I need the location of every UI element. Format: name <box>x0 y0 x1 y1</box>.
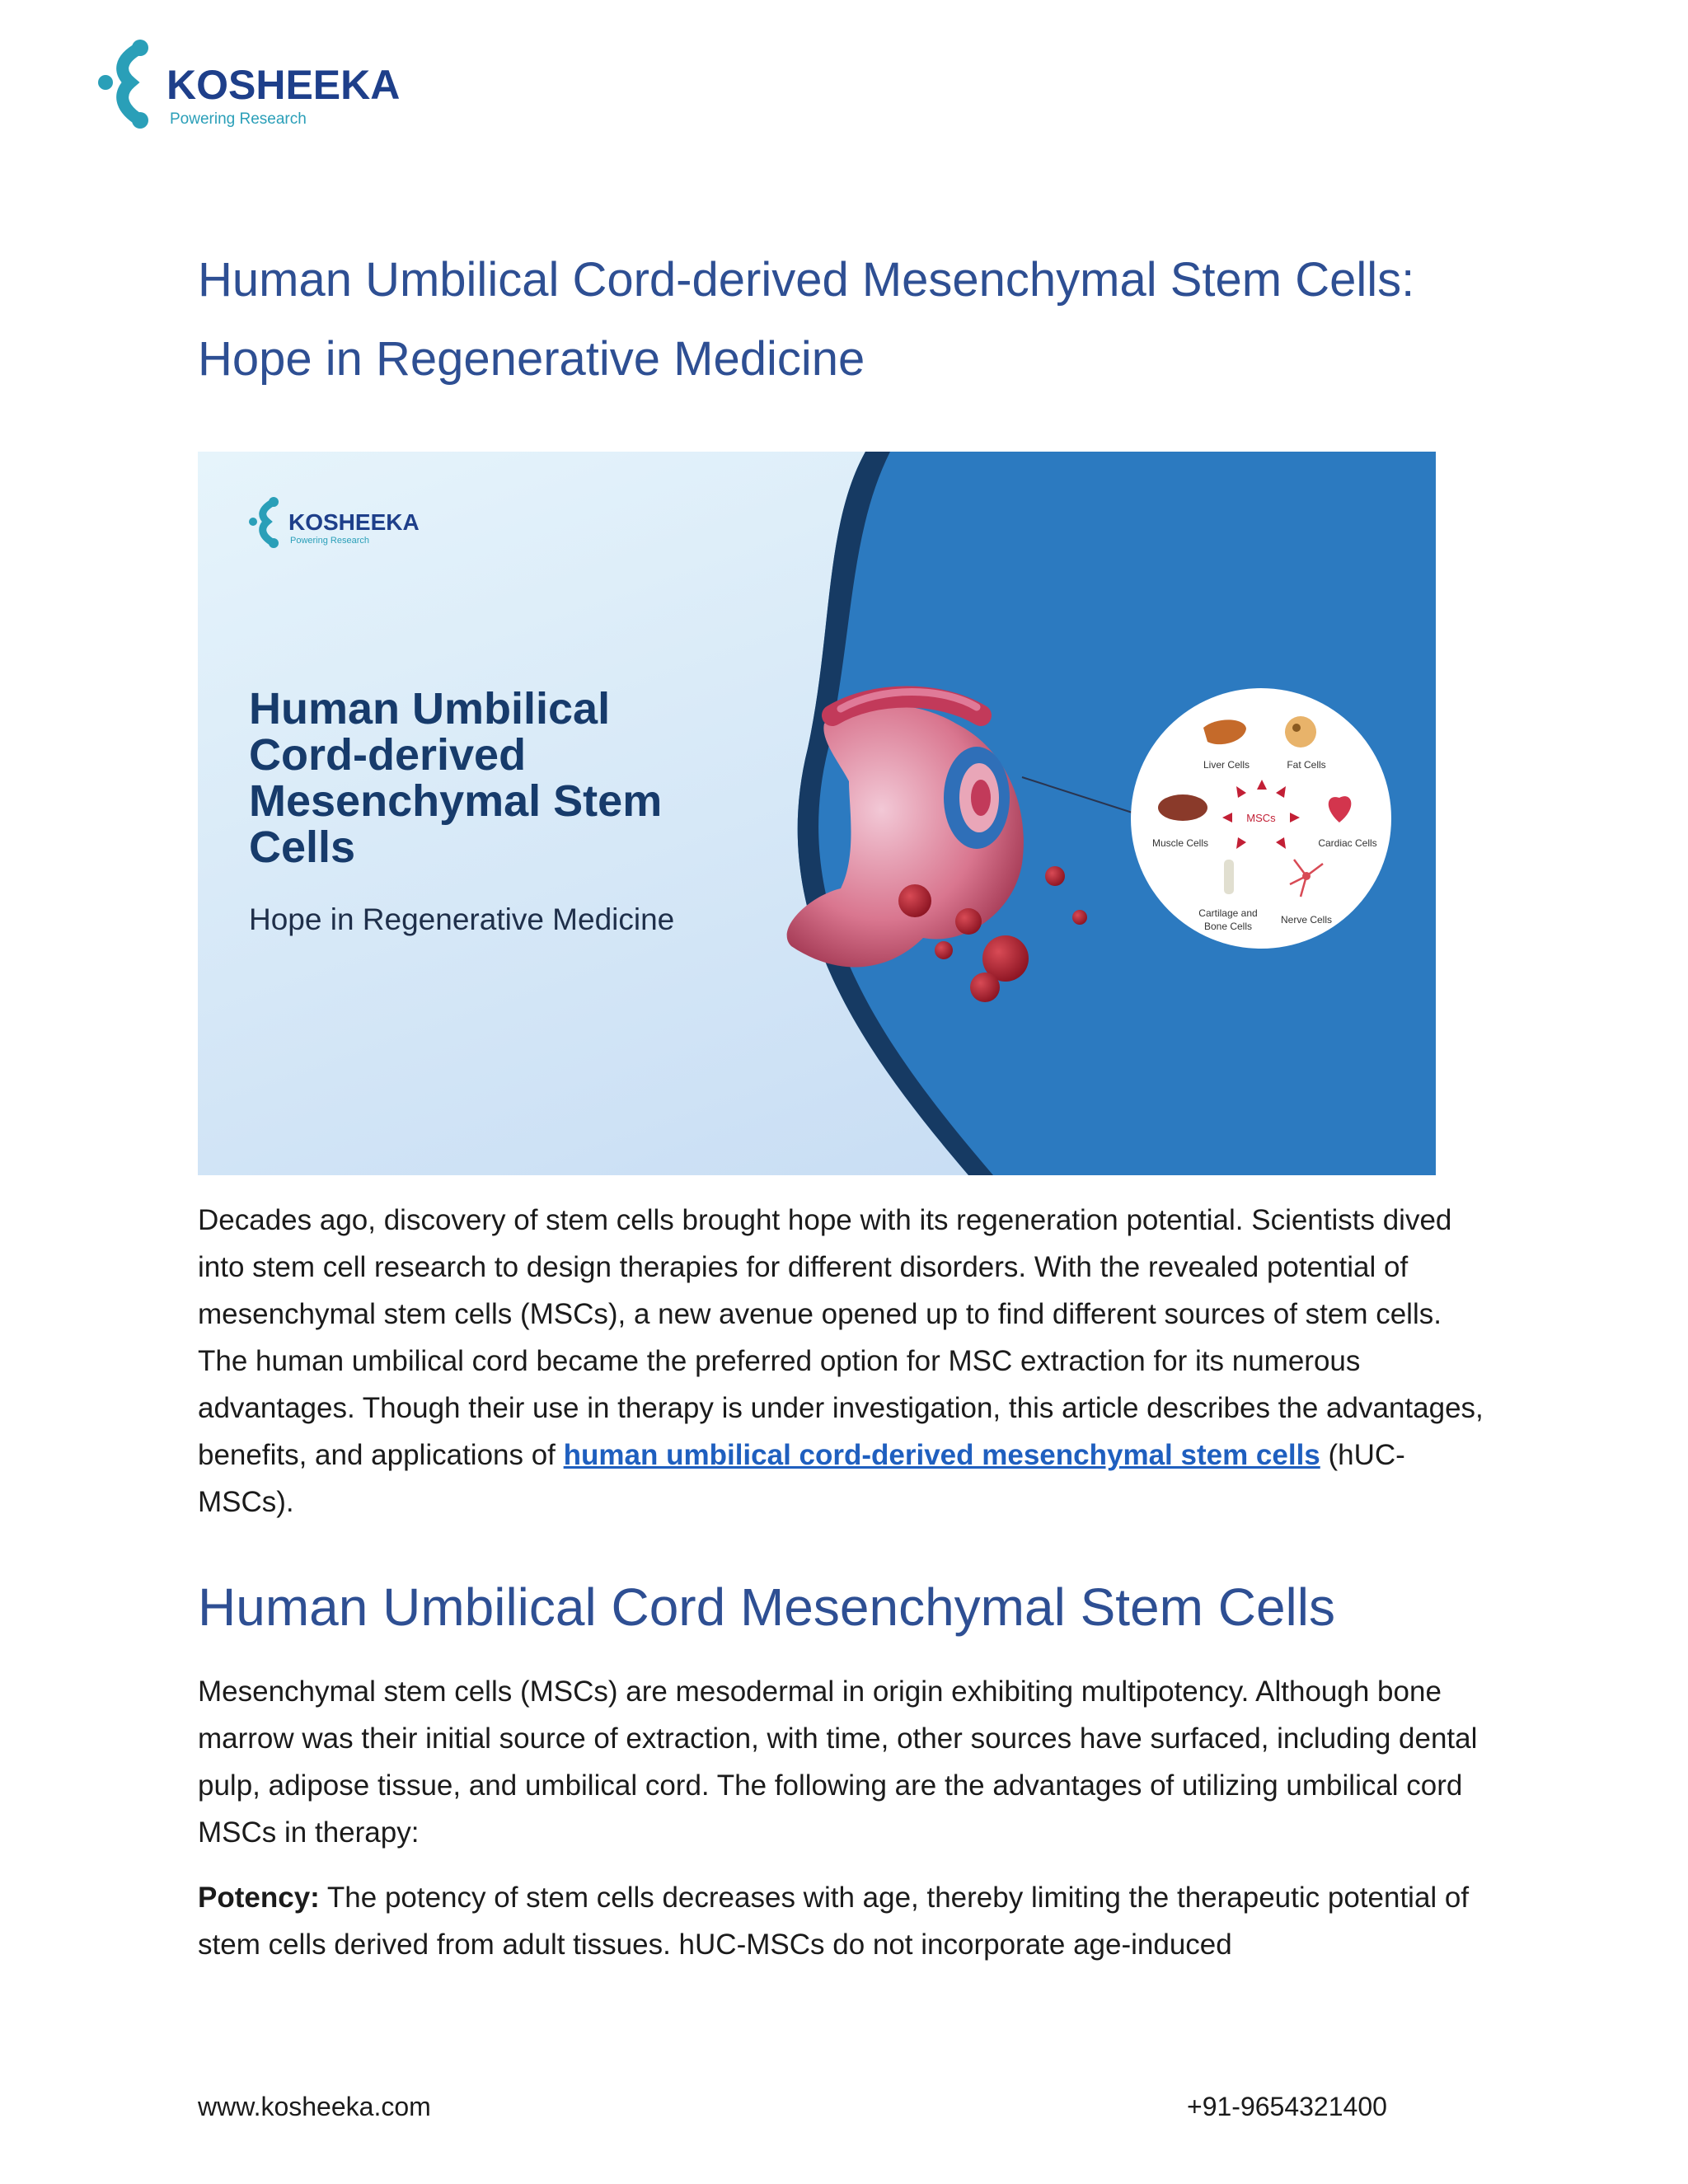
hero-heading-line-3: Mesenchymal Stem <box>249 776 663 826</box>
kosheeka-logo-mark-icon <box>97 35 410 142</box>
page-title-line-2: Hope in Regenerative Medicine <box>198 332 865 386</box>
bone-cells-label: Bone Cells <box>1203 921 1253 932</box>
muscle-cells-icon <box>1158 794 1207 821</box>
logo-wordmark: KOSHEEKA <box>166 62 401 108</box>
hero-logo-wordmark: KOSHEEKA <box>288 509 420 535</box>
nerve-cells-label: Nerve Cells <box>1280 914 1333 926</box>
logo-tagline: Powering Research <box>170 110 307 128</box>
cartilage-bone-cells-icon <box>1224 860 1234 894</box>
hero-subheading: Hope in Regenerative Medicine <box>249 902 675 936</box>
fat-cells-icon <box>1285 716 1316 748</box>
intro-paragraph <box>198 1197 1492 1526</box>
hero-logo-tagline: Powering Research <box>290 536 369 546</box>
liver-cells-label: Liver Cells <box>1203 759 1250 771</box>
muscle-cells-label: Muscle Cells <box>1151 837 1209 849</box>
msc-paragraph: Mesenchymal stem cells (MSCs) are mesodermal in origin exhibiting multipotency. Although bone marrow was their initial source of extraction, with time, other sources have surfaced, including dental pulp, adipose tissue, and umbilical cord. The following are the advantages of utilizing umbilical cord MSCs in therapy: <box>198 1675 1478 1849</box>
hucmsc-link[interactable]: human umbilical cord-derived mesenchymal stem cells <box>563 1439 1320 1471</box>
cartilage-cells-label: Cartilage and <box>1198 907 1258 919</box>
hero-heading-line-4: Cells <box>249 823 356 872</box>
footer-phone: +91-9654321400 <box>1187 2092 1387 2121</box>
page-title <box>198 241 1550 399</box>
hero-banner <box>198 452 1436 1175</box>
potency-paragraph <box>198 1874 1492 1968</box>
kosheeka-logo <box>97 35 410 142</box>
page-title-line-1: Human Umbilical Cord-derived Mesenchymal Stem Cells: <box>198 253 1415 307</box>
section-heading: Human Umbilical Cord Mesenchymal Stem Cells <box>198 1577 1335 1637</box>
intro-text-end: (hUC-MSCs). <box>198 1439 1405 1518</box>
cardiac-cells-label: Cardiac Cells <box>1318 837 1377 849</box>
hero-heading-line-1: Human Umbilical <box>249 684 611 733</box>
footer-website: www.kosheeka.com <box>198 2092 431 2121</box>
msc-differentiation-diagram <box>1131 688 1391 949</box>
msc-center-label: MSCs <box>1246 812 1276 824</box>
potency-label: Potency: <box>198 1882 320 1914</box>
hero-banner-graphic <box>198 452 1436 1175</box>
intro-text: Decades ago, discovery of stem cells brought hope with its regeneration potential. Scientists dived into stem cell research to design therapies for different disorders. With the revealed potential of mesenchymal stem cells (MSCs), a new avenue opened up to find different sources of stem cells. The human umbilical cord became the preferred option for MSC extraction for its numerous advantages. Though their use in therapy is under investigation, this article describes the advantages, benefits, and applications of <box>198 1204 1484 1471</box>
fat-cells-label: Fat Cells <box>1287 759 1326 771</box>
hero-heading-line-2: Cord-derived <box>249 730 527 780</box>
potency-text: The potency of stem cells decreases with age, thereby limiting the therapeutic potential of stem cells derived from adult tissues. hUC-MSCs do not incorporate age-induced <box>198 1882 1470 1961</box>
